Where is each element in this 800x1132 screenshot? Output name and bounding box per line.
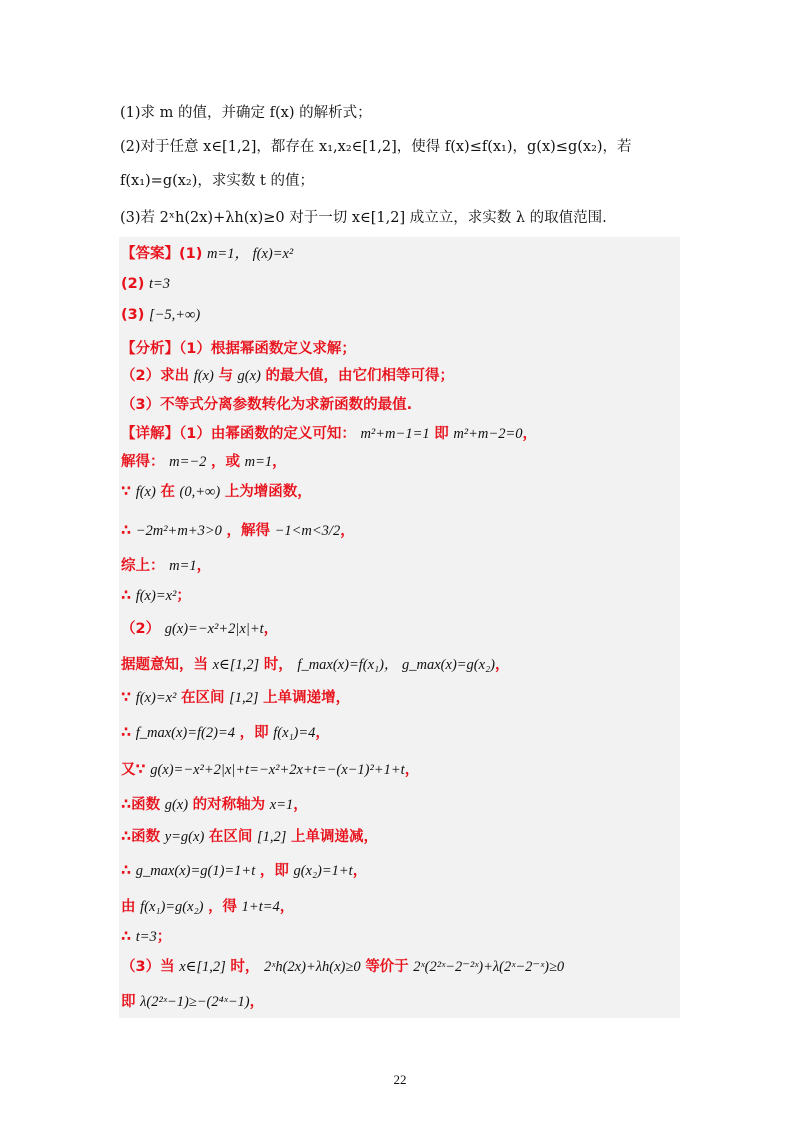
detail-line-12: ∴函数 g(x) 的对称轴为 x=1， xyxy=(121,797,308,813)
detail-line-4: ∴ −2m²+m+3>0 ，解得 −1<m<3/2， xyxy=(121,523,355,539)
detail-line-15: 由 f(x₁)=g(x₂) ，得 1+t=4， xyxy=(121,899,295,915)
detail-line-18: 即 λ(2²ˣ−1)≥−(2⁴ˣ−1)， xyxy=(121,994,265,1010)
question-part-1: (1)求 m 的值，并确定 f(x) 的解析式； xyxy=(120,105,372,121)
detail-line-1: 【详解】（1）由幂函数的定义可知： m²+m−1=1 即 m²+m−2=0， xyxy=(121,426,537,442)
detail-line-10: ∴ f_max(x)=f(2)=4 ，即 f(x₁)=4， xyxy=(121,725,330,741)
detail-line-5: 综上： m=1， xyxy=(121,558,212,574)
detail-line-8: 据题意知，当 x∈[1,2] 时， f_max(x)=f(x₁)， g_max(x)=g(x₂)， xyxy=(121,657,510,673)
detail-line-13: ∴函数 y=g(x) 在区间 [1,2] 上单调递减， xyxy=(121,829,379,845)
analysis-line-1: 【分析】（1）根据幂函数定义求解； xyxy=(121,341,356,357)
detail-line-11: 又∵ g(x)=−x²+2|x|+t=−x²+2x+t=−(x−1)²+1+t， xyxy=(121,762,420,778)
answer-line-2: (2) t=3 xyxy=(121,276,171,292)
detail-line-14: ∴ g_max(x)=g(1)=1+t ，即 g(x₂)=1+t， xyxy=(121,863,368,879)
detail-line-16: ∴ t=3； xyxy=(121,929,172,945)
question-part-2-line-2: f(x₁)=g(x₂)，求实数 t 的值； xyxy=(120,173,314,189)
answer-line-1: 【答案】(1) m=1， f(x)=x² xyxy=(121,246,294,262)
page-number: 22 xyxy=(393,1072,407,1087)
question-part-2-line-1: (2)对于任意 x∈[1,2]，都存在 x₁,x₂∈[1,2]，使得 f(x)≤f(x₁)，g(x)≤g(x₂)，若 xyxy=(120,139,632,155)
detail-line-6: ∴ f(x)=x²； xyxy=(121,588,191,604)
analysis-line-2: （2）求出 f(x) 与 g(x) 的最大值，由它们相等可得； xyxy=(121,368,454,384)
answer-line-3: (3) [−5,+∞) xyxy=(121,307,201,323)
detail-line-7: （2） g(x)=−x²+2|x|+t， xyxy=(121,621,279,637)
detail-line-17: （3）当 x∈[1,2] 时， 2ˣh(2x)+λh(x)≥0 等价于 2ˣ(2²ˣ−2⁻²ˣ)+λ(2ˣ−2⁻ˣ)≥0 xyxy=(121,959,565,975)
detail-line-3: ∵ f(x) 在 (0,+∞) 上为增函数， xyxy=(121,484,312,500)
analysis-line-3: （3）不等式分离参数转化为求新函数的最值. xyxy=(121,397,413,413)
question-part-3: (3)若 2ˣh(2x)+λh(x)≥0 对于一切 x∈[1,2] 成立立，求实数 λ 的取值范围. xyxy=(120,210,607,226)
detail-line-9: ∵ f(x)=x² 在区间 [1,2] 上单调递增， xyxy=(121,690,351,706)
detail-line-2: 解得： m=−2 ，或 m=1， xyxy=(121,454,287,470)
